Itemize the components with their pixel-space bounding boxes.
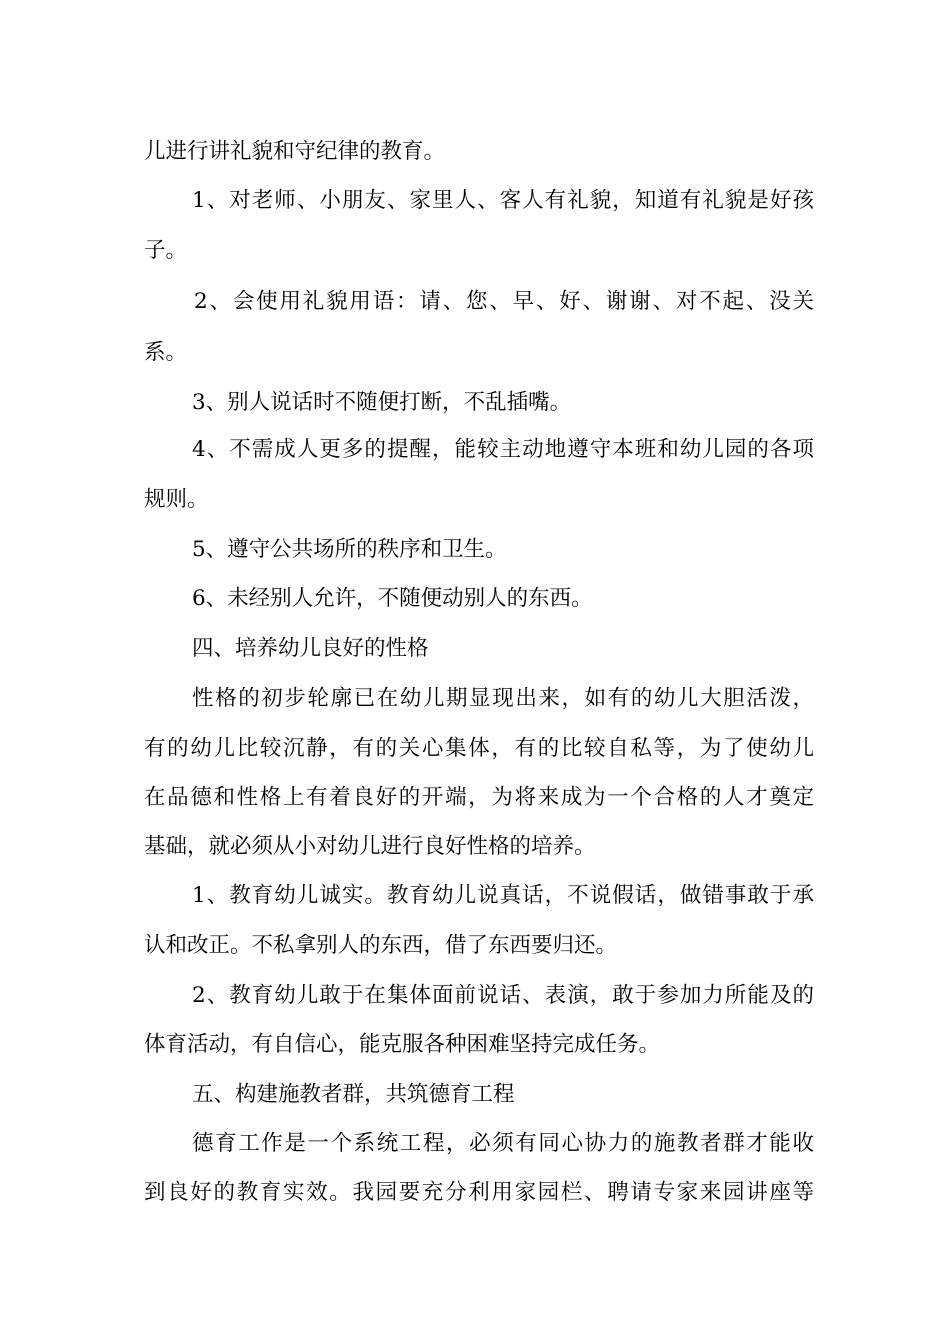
text-line: 系。 xyxy=(144,340,188,365)
list-item-text: 3、别人说话时不随便打断，不乱插嘴。 xyxy=(192,390,572,415)
text-line: 儿进行讲礼貌和守纪律的教育。 xyxy=(144,139,446,164)
paragraph-line: 基础，就必须从小对幼儿进行良好性格的培养。 xyxy=(144,834,596,859)
list-item-text: 1、教育幼儿诚实。教育幼儿说真话，不说假话，做错事敢于承 xyxy=(192,883,814,908)
section-heading: 五、构建施教者群，共筑德育工程 xyxy=(192,1082,515,1107)
list-item-text: 5、遵守公共场所的秩序和卫生。 xyxy=(192,537,507,562)
text-line: 规则。 xyxy=(144,487,209,512)
paragraph-line: 性格的初步轮廓已在幼儿期显现出来，如有的幼儿大胆活泼， xyxy=(192,686,814,711)
text-line: 子。 xyxy=(144,238,188,263)
list-item-text: 1、对老师、小朋友、家里人、客人有礼貌，知道有礼貌是好孩 xyxy=(192,188,814,213)
list-item-text: 2、教育幼儿敢于在集体面前说话、表演，敢于参加力所能及的 xyxy=(192,983,814,1008)
list-item-text: 2、会使用礼貌用语：请、您、早、好、谢谢、对不起、没关 xyxy=(194,289,814,314)
list-item-text: 4、不需成人更多的提醒，能较主动地遵守本班和幼儿园的各项 xyxy=(192,437,814,462)
paragraph-line: 德育工作是一个系统工程，必须有同心协力的施教者群才能收 xyxy=(192,1131,814,1156)
list-item-text: 6、未经别人允许，不随便动别人的东西。 xyxy=(192,586,593,611)
text-line: 体育活动，有自信心，能克服各种困难坚持完成任务。 xyxy=(144,1032,661,1057)
paragraph-line: 到良好的教育实效。我园要充分利用家园栏、聘请专家来园讲座等 xyxy=(144,1180,814,1205)
paragraph-line: 在品德和性格上有着良好的开端，为将来成为一个合格的人才奠定 xyxy=(144,785,814,810)
section-heading: 四、培养幼儿良好的性格 xyxy=(192,636,429,661)
text-line: 认和改正。不私拿别人的东西，借了东西要归还。 xyxy=(144,933,618,958)
paragraph-line: 有的幼儿比较沉静，有的关心集体，有的比较自私等，为了使幼儿 xyxy=(144,736,814,761)
